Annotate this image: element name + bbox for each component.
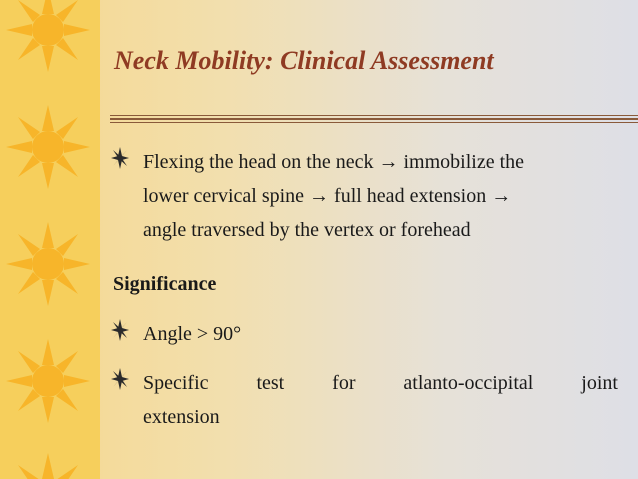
- star-bullet-icon: [109, 366, 131, 392]
- bullet-line: Flexing the head on the neck → immobilize the: [143, 151, 525, 173]
- bullet-line: lower cervical spine → full head extension →: [143, 185, 512, 207]
- star-bullet-icon: [109, 145, 131, 171]
- sun-icon: [6, 0, 90, 72]
- sun-pattern: [0, 0, 100, 479]
- bullet-word: for: [332, 372, 356, 394]
- star-bullet-icon: [109, 317, 131, 343]
- sun-icon: [6, 105, 90, 189]
- bullet-item: [109, 366, 618, 434]
- bullet-item: [109, 145, 618, 247]
- bullet-text: [143, 317, 618, 351]
- slide-title: Neck Mobility: Clinical Assessment: [114, 46, 494, 75]
- decorative-sun-strip: [0, 0, 100, 479]
- sun-icon: [6, 453, 90, 479]
- title-divider: [110, 115, 638, 127]
- bullet-word: test: [256, 372, 285, 394]
- bullet-text: [143, 145, 618, 247]
- bullet-item: [109, 317, 618, 351]
- bullet-line: [143, 366, 618, 400]
- sun-icon: [6, 222, 90, 306]
- bullet-word: Specific: [143, 372, 209, 394]
- bullet-line: extension: [143, 406, 220, 428]
- bullet-word: joint: [581, 372, 618, 394]
- sun-icon: [6, 339, 90, 423]
- bullet-word: atlanto-occipital: [403, 372, 534, 394]
- section-heading: Significance: [113, 273, 217, 295]
- bullet-text: [143, 366, 618, 434]
- bullet-line: angle traversed by the vertex or forehead: [143, 219, 471, 241]
- bullet-line: Angle > 90°: [143, 323, 242, 345]
